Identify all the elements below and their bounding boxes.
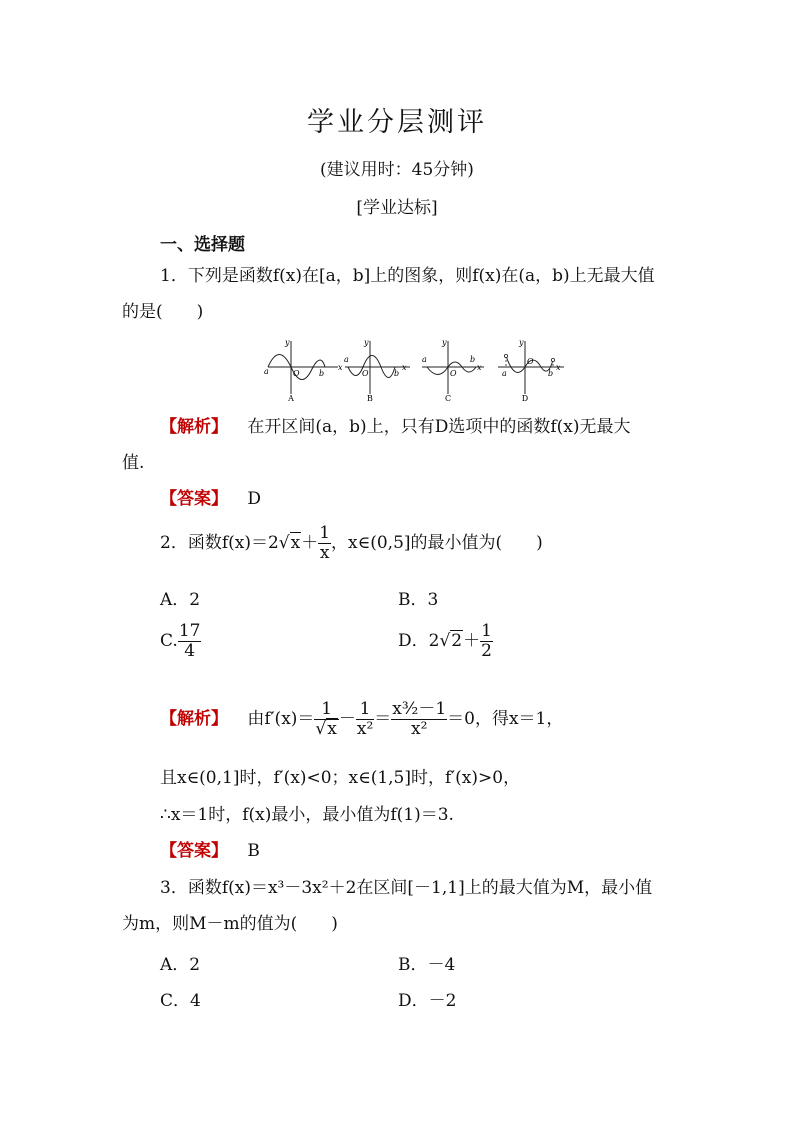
q3-option-a: A．2 — [160, 955, 201, 975]
q3-stem-line2: 为m，则M－m的值为( ) — [122, 914, 338, 934]
q2-stem — [160, 524, 543, 563]
q2-analysis-frac1 — [314, 700, 338, 739]
graph-c-y-label: y — [442, 338, 447, 347]
q2-analysis-root-sign: √ — [315, 719, 327, 739]
q2-analysis-pre: 由f′(x)＝ — [247, 709, 315, 729]
q1-answer — [160, 489, 261, 509]
q2-analysis-minus: － — [338, 709, 356, 729]
graph-b — [344, 338, 410, 403]
q3-stem-line1: 3．函数f(x)＝x³－3x²＋2在区间[－1,1]上的最大值为M，最小值 — [160, 878, 653, 898]
graph-b-b: b — [394, 369, 400, 378]
q2-option-d-den: 2 — [481, 641, 492, 661]
q2-analysis-line2: 且x∈(0,1]时，f′(x)<0；x∈(1,5]时，f′(x)>0， — [160, 768, 521, 788]
q2-analysis-tag: 【解析】 — [160, 709, 228, 729]
graph-d-y-label: y — [519, 338, 524, 347]
q2-stem-frac-den: x — [319, 543, 330, 563]
q2-stem-frac — [318, 524, 331, 563]
graph-b-y-label: y — [364, 338, 369, 347]
section-heading: 一、选择题 — [160, 235, 245, 255]
graph-a-label: A — [288, 394, 294, 403]
graph-a-x-label: x — [338, 363, 343, 372]
q2-analysis-frac3 — [391, 700, 447, 739]
q2-analysis-f1-num: 1 — [314, 700, 338, 720]
q2-answer-tag: 【答案】 — [160, 841, 228, 861]
graph-a-origin: O — [293, 369, 300, 378]
q2-option-d-pre: D．2 — [398, 631, 440, 651]
q2-option-d-sqrt: 2 — [451, 631, 463, 651]
q1-analysis — [160, 417, 630, 437]
q2-option-c-den: 4 — [184, 641, 196, 661]
graph-b-x-label: x — [402, 363, 407, 372]
graph-c-b: b — [470, 355, 476, 364]
q2-answer-value: B — [247, 841, 260, 861]
graph-c-label: C — [444, 394, 452, 403]
graph-a-y-label: y — [285, 338, 290, 347]
q2-stem-root-sign: √ — [278, 533, 290, 553]
q2-analysis-f2-num: 1 — [356, 700, 374, 720]
q2-option-d-root-sign: √ — [439, 631, 451, 651]
graph-d-a: a — [502, 369, 507, 378]
q2-answer — [160, 841, 260, 861]
time-hint: (建议用时：45分钟) — [320, 160, 474, 180]
q1-answer-tag: 【答案】 — [160, 489, 228, 509]
level-label: [学业达标] — [356, 198, 438, 218]
graph-b-origin: O — [362, 369, 369, 378]
q2-option-a: A．2 — [160, 590, 201, 610]
q2-analysis-f3-num: x³⁄₂－1 — [392, 699, 447, 719]
graph-b-a: a — [344, 355, 349, 364]
q2-analysis-f2-den: x² — [356, 719, 374, 739]
graph-d-origin: O — [527, 357, 534, 366]
q2-option-d-frac — [480, 622, 493, 661]
graph-c — [422, 338, 484, 403]
q2-option-d-plus: ＋ — [463, 631, 481, 651]
q2-analysis-f3-den: x² — [411, 719, 428, 739]
q1-analysis-line1: 在开区间(a，b)上，只有D选项中的函数f(x)无最大 — [247, 417, 631, 437]
q2-option-c-frac — [178, 622, 202, 661]
q2-analysis — [160, 700, 563, 739]
graph-a — [264, 338, 343, 403]
graph-d-label: D — [521, 394, 529, 403]
q2-analysis-line3: ∴x＝1时，f(x)最小，最小值为f(1)＝3. — [160, 805, 454, 825]
q2-option-c-label: C. — [160, 631, 178, 651]
q2-option-d — [398, 622, 493, 661]
q2-option-c — [160, 622, 201, 661]
graph-d-b: b — [548, 369, 554, 378]
q1-analysis-line2: 值. — [122, 453, 145, 473]
q1-stem-line2: 的是( ) — [122, 302, 204, 322]
graph-d-x-label: x — [556, 363, 561, 372]
q2-analysis-eq: ＝ — [374, 709, 392, 729]
q2-stem-frac-num: 1 — [319, 523, 331, 543]
q3-option-d: D．－2 — [398, 991, 457, 1011]
graph-c-origin: O — [450, 369, 457, 378]
q1-graphs — [262, 336, 572, 404]
graph-d — [498, 338, 564, 403]
q2-analysis-post: ＝0，得x＝1， — [447, 709, 564, 729]
q2-stem-post: ，x∈(0,5]的最小值为( ) — [331, 533, 543, 553]
graph-c-x-label: x — [477, 363, 482, 372]
q1-answer-value: D — [247, 489, 262, 509]
q2-stem-plus: ＋ — [301, 533, 319, 553]
graph-c-a: a — [422, 355, 427, 364]
q1-analysis-tag: 【解析】 — [160, 417, 228, 437]
graph-a-b: b — [319, 369, 325, 378]
q2-analysis-frac2 — [356, 700, 374, 739]
graph-a-a: a — [264, 367, 269, 376]
q2-analysis-f1-den — [314, 720, 338, 739]
page-title: 学业分层测评 — [307, 107, 487, 138]
q2-option-c-num: 17 — [178, 621, 201, 641]
graph-b-label: B — [367, 394, 373, 403]
q3-option-b: B．－4 — [398, 955, 456, 975]
q2-analysis-f1-den-sqrt: x — [327, 719, 337, 739]
q3-option-c: C．4 — [160, 991, 201, 1011]
q2-stem-sqrt: x — [290, 533, 301, 553]
q1-stem-line1: 1．下列是函数f(x)在[a，b]上的图象，则f(x)在(a，b)上无最大值 — [160, 266, 655, 286]
q2-option-d-num: 1 — [481, 621, 492, 641]
q2-option-b: B．3 — [398, 590, 439, 610]
q2-stem-pre: 2．函数f(x)＝2 — [160, 533, 279, 553]
